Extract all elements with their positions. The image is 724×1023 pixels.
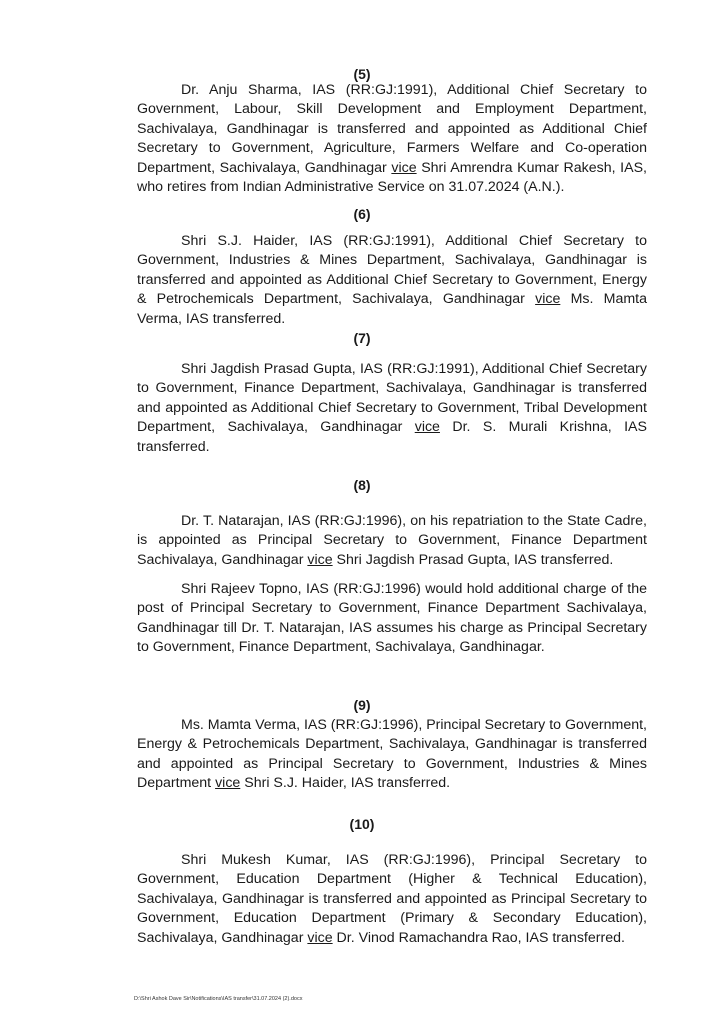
paragraph-text: Shri Rajeev Topno, IAS (RR:GJ:1996) would hold additional charge of the post of Principal Secretary to Government, Finance Department Sachivalaya, Gandhinagar till Dr. T. Natarajan, IAS assumes his charge as Principal Secretary to Government, Finance Department, Sachivalaya, Gandhinagar. [137, 581, 647, 656]
paragraph-text: Shri Jagdish Prasad Gupta, IAS transferred. [332, 551, 614, 568]
paragraph-text: Shri Jagdish Prasad Gupta, IAS (RR:GJ:1991), Additional Chief Secretary to Government, Finance Department, Sachivalaya, Gandhinagar is transferred and appointed as Additional Chief Secretary to Government, Tribal Development Department, Sachivalaya, Gandhinagar [137, 361, 647, 436]
paragraph-text: Ms. Mamta Verma, IAS (RR:GJ:1996), Principal Secretary to Government, Energy & Petrochemicals Department, Sachivalaya, Gandhinagar is transferred and appointed as Principal Secretary to Government, Industries & Mines Department [137, 717, 647, 792]
paragraph-text: Shri Mukesh Kumar, IAS (RR:GJ:1996), Principal Secretary to Government, Education Department (Higher & Technical Education), Sachivalaya, Gandhinagar is transferred and appointed as Principal Secretary to Government, Education Department (Primary & Secondary Education), Sachivalaya, Gandhinagar [137, 852, 647, 946]
paragraph-text: Dr. T. Natarajan, IAS (RR:GJ:1996), on his repatriation to the State Cadre, is appointed as Principal Secretary to Government, Finance Department Sachivalaya, Gandhinagar [137, 513, 647, 568]
vice-word: vice [215, 775, 241, 792]
paragraph-5 [137, 81, 647, 197]
section-number-9: (9) [353, 697, 371, 713]
paragraph-text: Dr. S. Murali Krishna, IAS transferred. [137, 419, 647, 455]
vice-word: vice [391, 159, 417, 176]
paragraph-8b [137, 580, 647, 658]
section-number-10: (10) [349, 816, 375, 832]
section-number-8: (8) [353, 477, 371, 493]
paragraph-text: Shri S.J. Haider, IAS transferred. [240, 775, 451, 792]
section-number-5: (5) [353, 66, 371, 82]
vice-word: vice [535, 291, 561, 308]
paragraph-7 [137, 360, 647, 457]
vice-word: vice [307, 929, 333, 946]
paragraph-8a [137, 512, 647, 570]
paragraph-text: Ms. Mamta Verma, IAS transferred. [137, 291, 647, 327]
paragraph-9 [137, 716, 647, 794]
file-path-footer: D:\Shri Ashok Dave Sir\Notifications\IAS transfer\31.07.2024 (2).docx [134, 996, 303, 1002]
vice-word: vice [307, 551, 333, 568]
vice-word: vice [414, 419, 440, 436]
paragraph-text: Shri Amrendra Kumar Rakesh, IAS, who retires from Indian Administrative Service on 31.07.2024 (A.N.). [137, 159, 647, 196]
paragraph-10 [137, 851, 647, 948]
paragraph-text: Shri S.J. Haider, IAS (RR:GJ:1991), Additional Chief Secretary to Government, Industries & Mines Department, Sachivalaya, Gandhinagar is transferred and appointed as Additional Chief Secretary to Government, Energy & Petrochemicals Department, Sachivalaya, Gandhinagar [137, 233, 647, 308]
section-number-7: (7) [353, 330, 371, 346]
paragraph-text: Dr. Vinod Ramachandra Rao, IAS transferred. [332, 929, 625, 946]
section-number-6: (6) [353, 206, 371, 222]
paragraph-6 [137, 232, 647, 329]
paragraph-text: Dr. Anju Sharma, IAS (RR:GJ:1991), Additional Chief Secretary to Government, Labour, Skill Development and Employment Department, Sachivalaya, Gandhinagar is transferred and appointed as Additional Chief Secretary to Government, Agriculture, Farmers Welfare and Co-operation Department, Sachivalaya, Gandhinagar [137, 82, 647, 176]
